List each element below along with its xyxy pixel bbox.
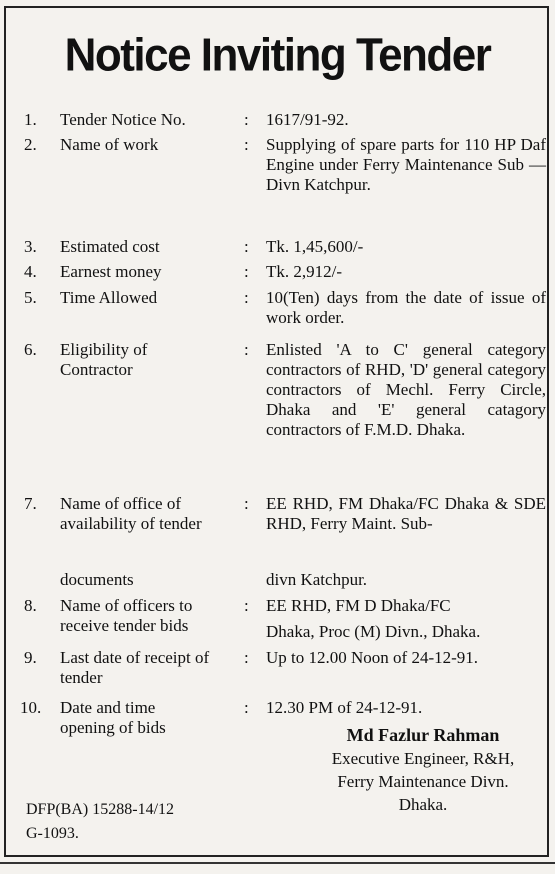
item-value: EE RHD, FM D Dhaka/FC — [266, 596, 451, 615]
signatory-name: Md Fazlur Rahman — [346, 725, 500, 745]
item-label: Tender Notice No. — [60, 110, 186, 129]
item-label: Estimated cost — [60, 237, 160, 256]
item-number: 4. — [24, 262, 37, 281]
item-number: 8. — [24, 596, 37, 615]
colon: : — [244, 110, 249, 129]
item-value: Tk. 2,912/- — [266, 262, 343, 281]
item-number: 5. — [24, 288, 37, 307]
item-number: 7. — [24, 494, 37, 513]
signatory-office: Ferry Maintenance Divn. — [337, 772, 509, 791]
item-label: Eligibility of Contractor — [60, 340, 148, 379]
colon: : — [244, 340, 249, 359]
colon: : — [244, 648, 249, 667]
item-number: 1. — [24, 110, 37, 129]
colon: : — [244, 698, 249, 717]
bottom-rule — [0, 862, 555, 864]
item-label: Name of work — [60, 135, 159, 154]
item-value: Tk. 1,45,600/- — [266, 237, 364, 256]
item-label: Date and time opening of bids — [60, 698, 166, 737]
item-number: 3. — [24, 237, 37, 256]
item-value: Dhaka, Proc (M) Divn., Dhaka. — [266, 622, 481, 641]
item-label: Name of officers to receive tender bids — [60, 596, 193, 635]
item-number: 10. — [20, 698, 42, 717]
colon: : — [244, 262, 249, 281]
colon: : — [244, 237, 249, 256]
colon: : — [244, 288, 249, 307]
item-label: Last date of receipt of tender — [60, 648, 210, 687]
item-value: EE RHD, FM Dhaka/FC Dhaka & SDE RHD, Ferry Maint. Sub- — [266, 494, 546, 533]
item-number: 9. — [24, 648, 37, 667]
item-label: Time Allowed — [60, 288, 158, 307]
colon: : — [244, 494, 249, 513]
notice-title: Notice Inviting Tender — [64, 29, 491, 82]
item-label: documents — [60, 570, 134, 589]
item-value: 12.30 PM of 24-12-91. — [266, 698, 423, 717]
signatory-city: Dhaka. — [398, 795, 448, 814]
item-number: 2. — [24, 135, 37, 154]
item-value: divn Katchpur. — [266, 570, 368, 589]
signature-block — [298, 724, 548, 816]
colon: : — [244, 596, 249, 615]
item-value: 10(Ten) days from the date of issue of work order. — [266, 288, 546, 327]
item-value: Enlisted 'A to C' general category contractors of RHD, 'D' general category contractors of Mechl. Ferry Circle, Dhaka and 'E' general catagory contractors of F.M.D. Dhaka. — [266, 340, 546, 439]
reference-code: G-1093. — [26, 825, 79, 842]
item-label: Earnest money — [60, 262, 162, 281]
item-value: Up to 12.00 Noon of 24-12-91. — [266, 648, 479, 667]
item-number: 6. — [24, 340, 37, 359]
reference-number: DFP(BA) 15288-14/12 — [26, 801, 175, 818]
signatory-designation: Executive Engineer, R&H, — [331, 749, 515, 768]
colon: : — [244, 135, 249, 154]
item-value: 1617/91-92. — [266, 110, 349, 129]
item-value: Supplying of spare parts for 110 HP Daf Engine under Ferry Maintenance Sub — Divn Katchpur. — [266, 135, 546, 194]
item-label: Name of office of availability of tender — [60, 494, 202, 533]
